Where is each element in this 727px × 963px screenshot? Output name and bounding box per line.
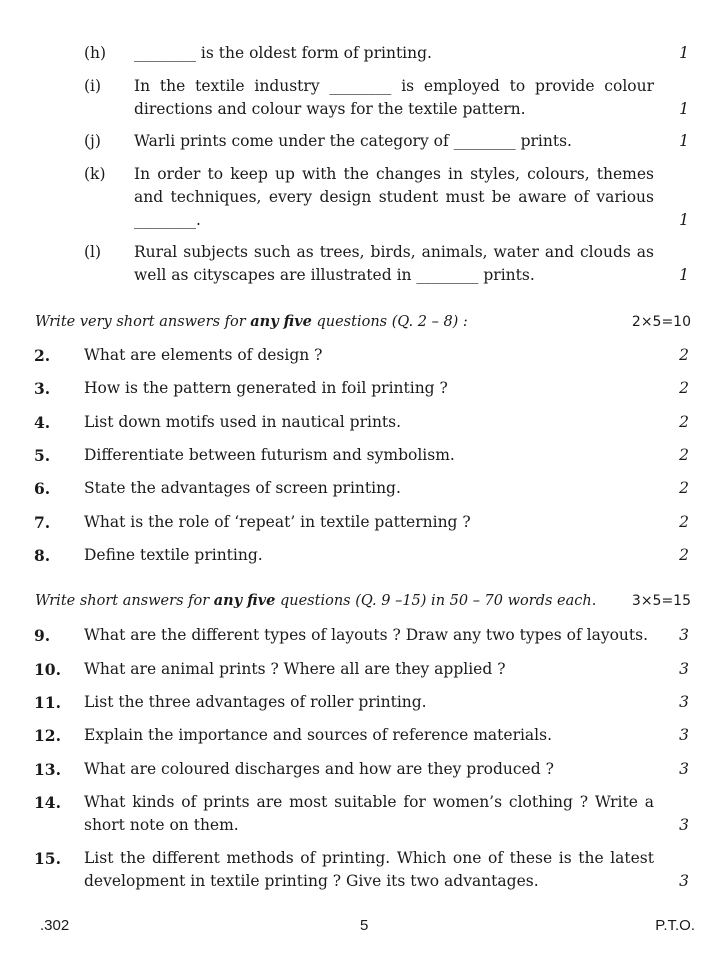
question-text: List the three advantages of roller printing.: [84, 693, 427, 711]
sub-question-text: Rural subjects such as trees, birds, animals, water and clouds as well as cityscapes are illustrated in ________ prints.: [134, 243, 654, 284]
please-turn-over: P.T.O.: [655, 917, 695, 934]
marks: 1: [679, 44, 689, 62]
section-instruction-a: [35, 312, 691, 332]
question-text: Differentiate between futurism and symbolism.: [84, 446, 455, 464]
question-text: Explain the importance and sources of reference materials.: [84, 726, 553, 744]
question-text: Define textile printing.: [84, 546, 263, 564]
question-number: 5.: [34, 446, 51, 465]
section-instruction-b: [35, 591, 691, 611]
page-number: 5: [360, 917, 369, 934]
marks: 2: [679, 413, 689, 431]
question-text: What are elements of design ?: [84, 346, 323, 364]
paper-code: .302: [40, 917, 70, 934]
question-number: 13.: [34, 760, 61, 779]
question-text: What are coloured discharges and how are they produced ?: [84, 760, 554, 778]
marks: 1: [679, 100, 689, 118]
marks: 3: [679, 760, 689, 778]
instruction-prefix: Write short answers for: [35, 593, 214, 609]
marks: 2: [679, 346, 689, 364]
marks: 1: [679, 211, 689, 229]
question-text: State the advantages of screen printing.: [84, 479, 401, 497]
marks: 3: [679, 626, 689, 644]
question-number: 8.: [34, 546, 51, 565]
question-number: 7.: [34, 513, 51, 532]
question-number: 12.: [34, 726, 61, 745]
question-number: 14.: [34, 793, 61, 812]
marks: 1: [679, 266, 689, 284]
instruction-emphasis: any five: [250, 313, 312, 330]
marks: 1: [679, 132, 689, 150]
sub-question-label: (i): [84, 77, 102, 95]
section-marks: 3×5=15: [631, 593, 691, 609]
question-number: 6.: [34, 479, 51, 498]
question-text: What is the role of ‘repeat’ in textile patterning ?: [84, 513, 471, 531]
sub-question-text: Warli prints come under the category of ________ prints.: [134, 132, 572, 150]
instruction-suffix: questions (Q. 9 –15) in 50 – 70 words each.: [275, 593, 597, 609]
question-text: List down motifs used in nautical prints.: [84, 413, 402, 431]
instruction-suffix: questions (Q. 2 – 8) :: [311, 314, 468, 330]
sub-question-text: In order to keep up with the changes in styles, colours, themes and techniques, every design student must be aware of various ________.: [134, 165, 654, 229]
question-number: 4.: [34, 413, 51, 432]
marks: 3: [679, 726, 689, 744]
sub-question-text: In the textile industry ________ is employed to provide colour directions and colour ways for the textile pattern.: [134, 77, 654, 118]
question-text: How is the pattern generated in foil printing ?: [84, 379, 448, 397]
instruction-emphasis: any five: [213, 592, 276, 609]
marks: 3: [679, 660, 689, 678]
question-text: What kinds of prints are most suitable for women’s clothing ? Write a short note on them.: [84, 793, 654, 834]
question-number: 11.: [34, 693, 61, 712]
marks: 2: [679, 379, 689, 397]
sub-question-label: (l): [84, 243, 102, 261]
marks: 2: [679, 546, 689, 564]
sub-question-label: (h): [84, 44, 107, 62]
marks: 3: [679, 816, 689, 834]
question-number: 9.: [34, 626, 51, 645]
question-number: 10.: [34, 660, 61, 679]
sub-question-label: (j): [84, 132, 101, 150]
sub-question-label: (k): [84, 165, 106, 183]
marks: 2: [679, 446, 689, 464]
question-number: 15.: [34, 849, 61, 868]
marks: 2: [679, 513, 689, 531]
question-text: What are the different types of layouts ? Draw any two types of layouts.: [84, 626, 649, 644]
instruction-prefix: Write very short answers for: [35, 314, 251, 330]
question-text: What are animal prints ? Where all are they applied ?: [84, 660, 506, 678]
sub-question-text: ________ is the oldest form of printing.: [134, 44, 432, 62]
question-number: 3.: [34, 379, 51, 398]
marks: 2: [679, 479, 689, 497]
section-marks: 2×5=10: [631, 314, 691, 330]
question-number: 2.: [34, 346, 51, 365]
question-text: List the different methods of printing. Which one of these is the latest development in textile printing ? Give its two advantages.: [84, 849, 654, 890]
marks: 3: [679, 693, 689, 711]
marks: 3: [679, 872, 689, 890]
